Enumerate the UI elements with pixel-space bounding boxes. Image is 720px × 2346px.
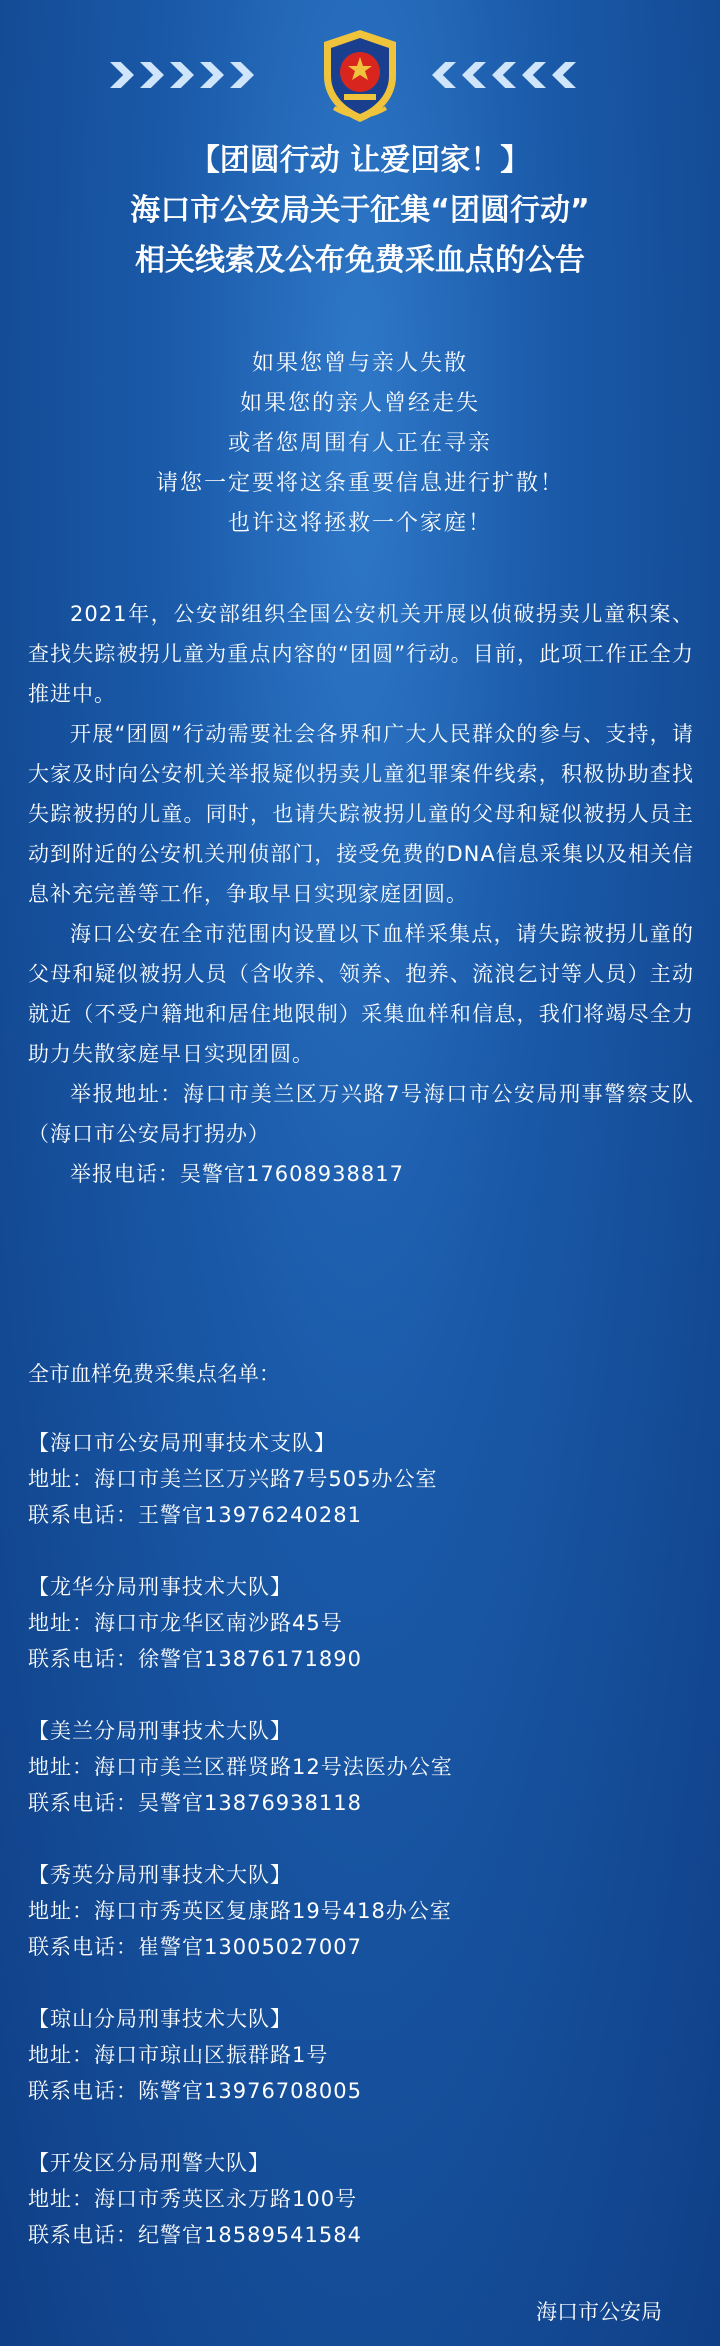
- list-title: 全市血样免费采集点名单：: [28, 1362, 280, 1386]
- intro-line: 请您一定要将这条重要信息进行扩散！: [155, 471, 564, 496]
- unit-address: 地址：海口市秀英区复康路19号418办公室: [28, 1899, 452, 1923]
- unit-phone: 联系电话：纪警官18589541584: [28, 2223, 362, 2247]
- intro-line: 如果您曾与亲人失散: [251, 351, 468, 376]
- intro-line: 或者您周围有人正在寻亲: [227, 431, 492, 456]
- title-line-2: 海口市公安局关于征集“团圆行动”: [130, 193, 590, 228]
- unit-name: 【琼山分局刑事技术大队】: [28, 2007, 292, 2031]
- page-title: [0, 136, 720, 286]
- unit-name: 【海口市公安局刑事技术支队】: [28, 1431, 336, 1455]
- intro-line: 如果您的亲人曾经走失: [239, 391, 480, 416]
- unit-phone: 联系电话：吴警官13876938118: [28, 1791, 362, 1815]
- police-emblem-icon: [314, 28, 406, 124]
- unit-name: 【开发区分局刑警大队】: [28, 2151, 270, 2175]
- unit-name: 【秀英分局刑事技术大队】: [28, 1863, 292, 1887]
- report-address: 举报地址：海口市美兰区万兴路7号海口市公安局刑事警察支队（海口市公安局打拐办）: [28, 1082, 694, 1146]
- list-item: [28, 1569, 694, 1677]
- header: [0, 18, 720, 118]
- paragraph-1: 2021年，公安部组织全国公安机关开展以侦破拐卖儿童积案、查找失踪被拐儿童为重点内容的“团圆”行动。目前，此项工作正全力推进中。: [28, 602, 694, 706]
- unit-address: 地址：海口市龙华区南沙路45号: [28, 1611, 343, 1635]
- title-line-3: 相关线索及公布免费采血点的公告: [135, 243, 585, 278]
- intro-block: [0, 344, 720, 544]
- report-phone: 举报电话：吴警官17608938817: [70, 1162, 404, 1186]
- unit-address: 地址：海口市秀英区永万路100号: [28, 2187, 358, 2211]
- signature: 海口市公安局: [536, 2300, 662, 2324]
- collection-points-list: [28, 1425, 694, 2289]
- list-item: [28, 1425, 694, 1533]
- paragraph-3: 海口公安在全市范围内设置以下血样采集点，请失踪被拐儿童的父母和疑似被拐人员（含收养、领养、抱养、流浪乞讨等人员）主动就近（不受户籍地和居住地限制）采集血样和信息，我们将竭尽全力助力失散家庭早日实现团圆。: [28, 922, 694, 1066]
- list-item: [28, 1857, 694, 1965]
- intro-line: 也许这将拯救一个家庭！: [227, 511, 492, 536]
- chevron-left-icon: [432, 62, 576, 90]
- chevron-right-icon: [110, 62, 254, 90]
- list-item: [28, 2001, 694, 2109]
- unit-phone: 联系电话：陈警官13976708005: [28, 2079, 362, 2103]
- unit-address: 地址：海口市琼山区振群路1号: [28, 2043, 329, 2067]
- title-line-1: 【团圆行动 让爱回家！】: [189, 143, 531, 178]
- unit-address: 地址：海口市美兰区群贤路12号法医办公室: [28, 1755, 453, 1779]
- unit-phone: 联系电话：徐警官13876171890: [28, 1647, 362, 1671]
- announcement-body: [28, 594, 694, 1194]
- unit-name: 【美兰分局刑事技术大队】: [28, 1719, 292, 1743]
- unit-phone: 联系电话：王警官13976240281: [28, 1503, 362, 1527]
- list-item: [28, 1713, 694, 1821]
- paragraph-2: 开展“团圆”行动需要社会各界和广大人民群众的参与、支持，请大家及时向公安机关举报疑似拐卖儿童犯罪案件线索，积极协助查找失踪被拐的儿童。同时，也请失踪被拐儿童的父母和疑似被拐人员主动到附近的公安机关刑侦部门，接受免费的DNA信息采集以及相关信息补充完善等工作，争取早日实现家庭团圆。: [28, 722, 694, 906]
- unit-name: 【龙华分局刑事技术大队】: [28, 1575, 292, 1599]
- unit-address: 地址：海口市美兰区万兴路7号505办公室: [28, 1467, 438, 1491]
- list-item: [28, 2145, 694, 2253]
- unit-phone: 联系电话：崔警官13005027007: [28, 1935, 362, 1959]
